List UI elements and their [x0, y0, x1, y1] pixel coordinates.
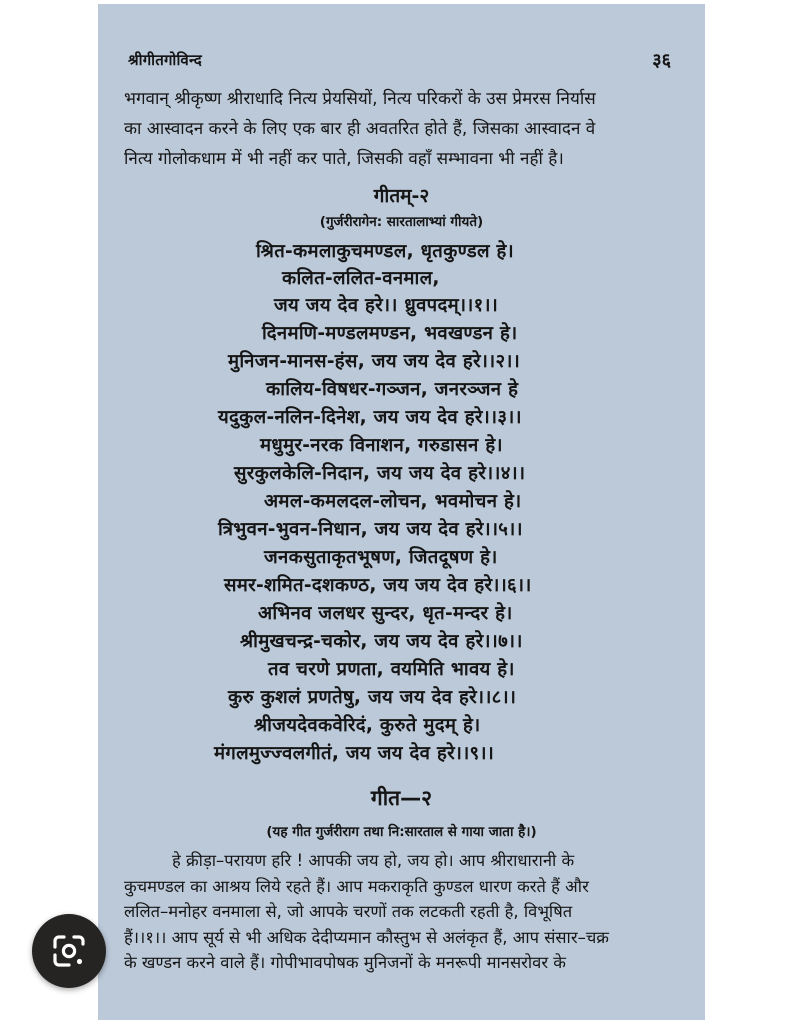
verse-line: त्रिभुवन-भुवन-निधान, जय जय देव हरे।।५।। [218, 519, 523, 540]
verse-line: समर-शमित-दशकण्ठ, जय जय देव हरे।।६।। [224, 575, 532, 596]
verse-line: दिनमणि-मण्डलमण्डन, भवखण्डन हे। [262, 323, 518, 344]
translation-line: ललित–मनोहर वनमाला से, जो आपके चरणों तक लटकती रहती है, विभूषित [124, 902, 573, 921]
verse-line: यदुकुल-नलिन-दिनेश, जय जय देव हरे।।३।। [218, 407, 522, 428]
verse-line: सुरकुलकेलि-निदान, जय जय देव हरे।।४।। [234, 463, 526, 484]
intro-line: का आस्वादन करने के लिए एक बार ही अवतरित होते हैं, जिसका आस्वादन वे [124, 119, 596, 139]
verse-line: कुरु कुशलं प्रणतेषु, जय जय देव हरे।।८।। [228, 687, 517, 708]
verse-line: श्रीमुखचन्द्र-चकोर, जय जय देव हरे।।७।। [240, 631, 523, 652]
intro-line: नित्य गोलोकधाम में भी नहीं कर पाते, जिसकी वहाँ सम्भावना भी नहीं है। [124, 149, 564, 169]
page-number: ३६ [652, 50, 671, 71]
translation-line: कुचमण्डल का आश्रय लिये रहते हैं। आप मकराकृति कुण्डल धारण करते हैं और [124, 876, 589, 896]
verse-line: मुनिजन-मानस-हंस, जय जय देव हरे।।२।। [228, 351, 521, 372]
book-page [98, 4, 705, 1020]
gitam-subtitle: (गुर्जरीरागेन: सारतालाभ्यां गीयते) [319, 214, 484, 230]
translation-line: हैं।।१।। आप सूर्य से भी अधिक देदीप्यमान कौस्तुभ से अलंकृत हैं, आप संसार–चक्र [124, 927, 609, 947]
intro-paragraph [124, 84, 676, 174]
verse-line: कालिय-विषधर-गञ्जन, जनरञ्जन हे [266, 379, 519, 400]
verse-line: श्रित-कमलाकुचमण्डल, धृतकुण्डल हे। [256, 241, 514, 262]
verse-line: जनकसुताकृतभूषण, जितदूषण हे। [264, 547, 498, 568]
intro-line: भगवान् श्रीकृष्ण श्रीराधादि नित्य प्रेयसियों, नित्य परिकरों के उस प्रेमरस निर्यास [124, 89, 596, 109]
verse-line: कलित-ललित-वनमाल, [282, 268, 440, 289]
verse-line: जय जय देव हरे।। ध्रुवपदम्।।१।। [274, 295, 499, 316]
gitam-heading: गीतम्-२ [373, 185, 430, 207]
google-lens-icon [51, 933, 87, 969]
verse-line: मधुमुर-नरक विनाशन, गरुडासन हे। [260, 435, 503, 456]
translation-line: के खण्डन करने वाले हैं। गोपीभावपोषक मुनिजनों के मनरूपी मानसरोवर के [124, 953, 566, 972]
translation-line: हे क्रीड़ा–परायण हरि ! आपकी जय हो, जय हो। आप श्रीराधारानी के [172, 851, 575, 870]
verse-line: मंगलमुज्ज्वलगीतं, जय जय देव हरे।।९।। [214, 743, 495, 764]
google-lens-button[interactable] [32, 914, 106, 988]
verse-line: अभिनव जलधर सुन्दर, धृत-मन्दर हे। [258, 603, 513, 624]
geet-subtitle: (यह गीत गुर्जरीराग तथा नि:सारताल से गाया जाता है।) [266, 824, 537, 840]
verse-line: अमल-कमलदल-लोचन, भवमोचन हे। [264, 491, 522, 512]
running-head: श्रीगीतगोविन्द [128, 51, 202, 69]
verse-line: तव चरणे प्रणता, वयमिति भावय हे। [268, 659, 515, 680]
translation-paragraph [124, 848, 684, 976]
geet-heading: गीत—२ [370, 786, 433, 810]
verse-line: श्रीजयदेवकवेरिदं, कुरुते मुदम् हे। [254, 715, 481, 736]
